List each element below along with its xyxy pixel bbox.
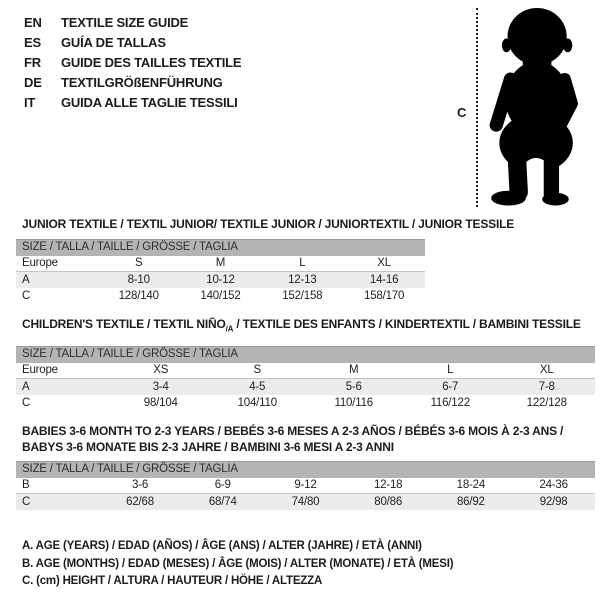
table-row [16, 395, 595, 411]
table-cell: S [98, 256, 180, 272]
table-cell: A [16, 272, 98, 288]
table-cell: XL [499, 363, 596, 379]
table-row [16, 478, 595, 494]
language-title-list [24, 13, 241, 113]
table-cell: C [22, 396, 31, 409]
table-cell: 128/140 [118, 289, 159, 302]
language-code: FR [24, 55, 41, 70]
table-cell: B [16, 478, 99, 494]
list-item [24, 13, 241, 33]
table-cell: 5-6 [306, 379, 403, 395]
table-cell: 18-24 [430, 478, 513, 494]
language-title: TEXTILGRÖßENFÜHRUNG [61, 75, 223, 90]
table-cell: 9-12 [264, 478, 347, 494]
table-cell: L [261, 256, 343, 272]
table-cell: 140/152 [200, 289, 241, 302]
title-line: BABIES 3-6 MONTH TO 2-3 YEARS / BEBÉS 3-6 MESES A 2-3 AÑOS / BÉBÉS 3-6 MOIS À 2-3 ANS / [22, 424, 564, 438]
language-title: GUIDE DES TAILLES TEXTILE [61, 55, 242, 70]
list-item [24, 53, 241, 73]
table-cell: 10-12 [180, 272, 262, 288]
table-cell: 6-9 [181, 478, 264, 494]
table-cell: XS [113, 363, 210, 379]
table-cell: 8-10 [98, 272, 180, 288]
size-header-cell: SIZE / TALLA / TAILLE / GRÖSSE / TAGLIA [16, 347, 595, 363]
table-cell: 98/104 [143, 396, 178, 409]
table-cell: M [306, 363, 403, 379]
table-cell: 110/116 [334, 396, 373, 409]
table-cell: 116/122 [430, 396, 470, 409]
table-cell: 92/98 [512, 494, 595, 510]
table-cell: 68/74 [181, 494, 264, 510]
table-cell: 152/158 [282, 289, 323, 302]
list-item [24, 33, 241, 53]
table-cell: 14-16 [343, 272, 425, 288]
table-row [16, 494, 595, 510]
size-header-cell: SIZE / TALLA / TAILLE / GRÖSSE / TAGLIA [16, 462, 595, 478]
table-cell: 80/86 [347, 494, 430, 510]
table-cell: Europe [16, 363, 113, 379]
language-title: TEXTILE SIZE GUIDE [61, 15, 189, 30]
table-cell: Europe [16, 256, 98, 272]
legend-line-a: A. AGE (YEARS) / EDAD (AÑOS) / ÂGE (ANS) / ALTER (JAHRE) / ETÀ (ANNI) [22, 540, 422, 552]
measurement-legend [22, 538, 453, 591]
junior-size-table [16, 239, 425, 304]
height-measure-label: C [457, 105, 467, 120]
table-cell: C [22, 289, 31, 302]
babies-section-title [22, 423, 563, 455]
table-cell: 3-6 [99, 478, 182, 494]
table-row [16, 379, 595, 395]
table-cell: 12-13 [261, 272, 343, 288]
junior-section-title: JUNIOR TEXTILE / TEXTIL JUNIOR/ TEXTILE JUNIOR / JUNIORTEXTIL / JUNIOR TESSILE [22, 217, 515, 231]
baby-silhouette-icon [484, 5, 581, 207]
table-cell: L [402, 363, 499, 379]
language-code: IT [24, 95, 36, 110]
title-subscript: /A [225, 324, 234, 334]
baby-height-figure [440, 0, 600, 215]
size-header-cell: SIZE / TALLA / TAILLE / GRÖSSE / TAGLIA [16, 240, 425, 256]
list-item [24, 93, 241, 113]
table-cell: 74/80 [264, 494, 347, 510]
table-row [16, 272, 425, 288]
table-cell: 6-7 [402, 379, 499, 395]
table-cell: 122/128 [526, 396, 567, 409]
table-row [16, 256, 425, 272]
language-title: GUÍA DE TALLAS [61, 35, 166, 50]
table-row [16, 363, 595, 379]
legend-line-b: B. AGE (MONTHS) / EDAD (MESES) / ÂGE (MOIS) / ALTER (MONATE) / ETÀ (MESI) [22, 557, 454, 570]
table-cell: 104/110 [237, 396, 277, 409]
title-line: BABYS 3-6 MONATE BIS 2-3 JAHRE / BAMBINI 3-6 MESI A 2-3 ANNI [22, 440, 394, 454]
list-item [24, 73, 241, 93]
table-cell: M [180, 256, 262, 272]
children-size-table [16, 346, 595, 411]
height-dotted-line [476, 8, 478, 207]
language-code: ES [24, 35, 41, 50]
language-code: DE [24, 75, 42, 90]
children-section-title [22, 317, 581, 333]
table-cell: 12-18 [347, 478, 430, 494]
table-cell: 4-5 [209, 379, 306, 395]
legend-line-c: C. (cm) HEIGHT / ALTURA / HAUTEUR / HÖHE / ALTEZZA [22, 575, 323, 587]
table-cell: 86/92 [430, 494, 513, 510]
table-cell: 7-8 [499, 379, 596, 395]
table-row [16, 288, 425, 304]
table-cell: 3-4 [113, 379, 210, 395]
title-text: / TEXTILE DES ENFANTS / KINDERTEXTIL / BAMBINI TESSILE [233, 317, 581, 331]
table-cell: 158/170 [364, 289, 405, 302]
table-cell: C [16, 494, 99, 510]
table-cell: S [209, 363, 306, 379]
language-code: EN [24, 15, 42, 30]
table-cell: 24-36 [512, 478, 595, 494]
table-cell: XL [343, 256, 425, 272]
table-cell: 62/68 [99, 494, 182, 510]
babies-size-table [16, 461, 595, 510]
title-text: CHILDREN'S TEXTILE / TEXTIL NIÑO [22, 317, 226, 331]
language-title: GUIDA ALLE TAGLIE TESSILI [61, 95, 238, 110]
table-cell: A [16, 379, 113, 395]
